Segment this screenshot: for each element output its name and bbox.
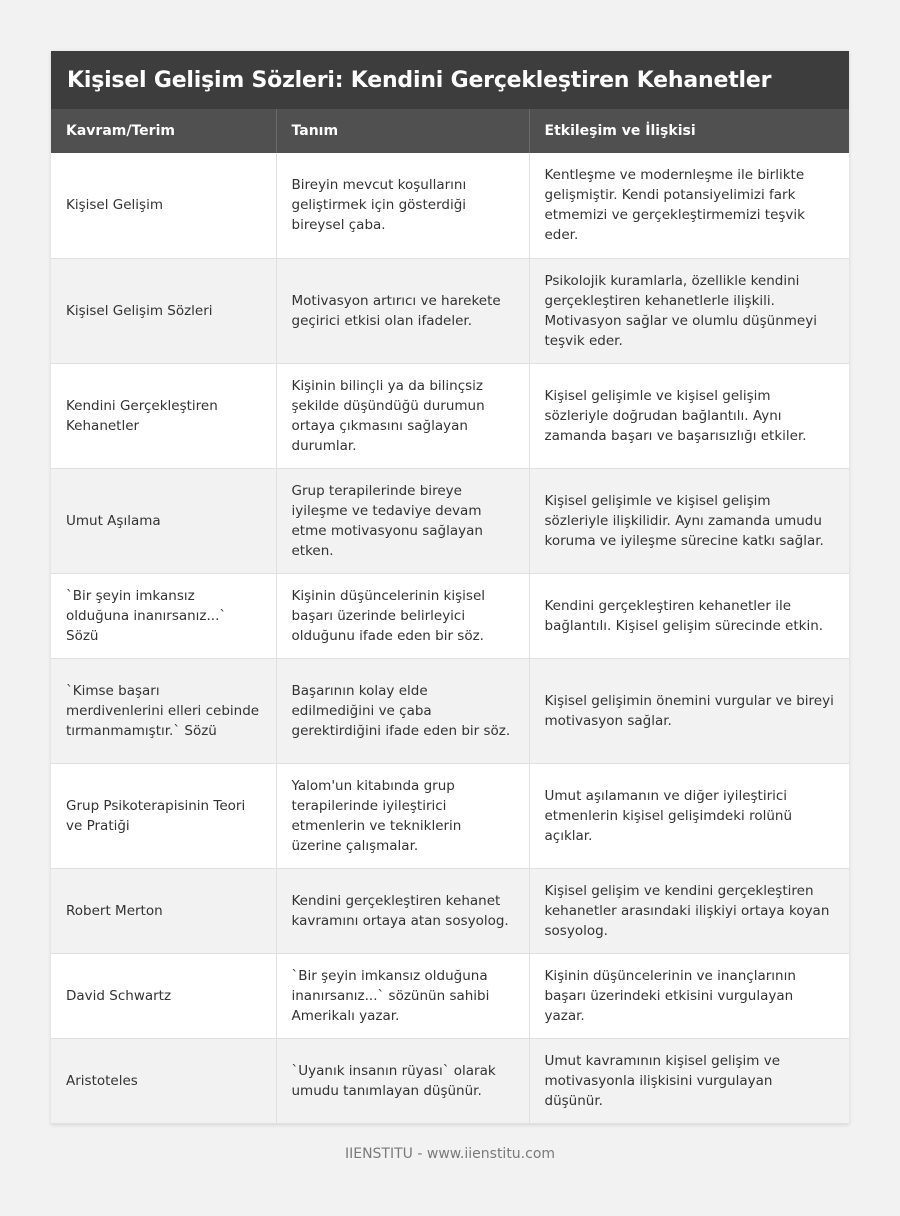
definition-cell: Kişinin düşüncelerinin kişisel başarı üzerinde belirleyici olduğunu ifade eden bir söz. [276, 573, 529, 658]
relation-cell: Kentleşme ve modernleşme ile birlikte gelişmiştir. Kendi potansiyelimizi fark etmemizi ve gerçekleştirmemizi teşvik eder. [529, 153, 849, 258]
relation-cell: Kendini gerçekleştiren kehanetler ile bağlantılı. Kişisel gelişim sürecinde etkin. [529, 573, 849, 658]
page-title: Kişisel Gelişim Sözleri: Kendini Gerçekleştiren Kehanetler [67, 67, 772, 93]
term-cell: Kendini Gerçekleştiren Kehanetler [51, 363, 276, 468]
definition-cell: `Uyanık insanın rüyası` olarak umudu tanımlayan düşünür. [276, 1038, 529, 1123]
table-row [51, 153, 849, 258]
relation-cell: Kişisel gelişimin önemini vurgular ve bireyi motivasyon sağlar. [529, 658, 849, 763]
relation-cell: Kişisel gelişimle ve kişisel gelişim sözleriyle doğrudan bağlantılı. Aynı zamanda başarı ve başarısızlığı etkiler. [529, 363, 849, 468]
table-row [51, 658, 849, 763]
relation-cell: Kişisel gelişimle ve kişisel gelişim sözleriyle ilişkilidir. Aynı zamanda umudu koruma ve iyileşme sürecine katkı sağlar. [529, 468, 849, 573]
footer-credit: IIENSTITU - www.iienstitu.com [344, 1146, 556, 1162]
relation-cell: Umut aşılamanın ve diğer iyileştirici etmenlerin kişisel gelişimdeki rolünü açıklar. [529, 763, 849, 868]
term-cell: Robert Merton [51, 868, 276, 953]
term-cell: Kişisel Gelişim [51, 153, 276, 258]
table-row [51, 258, 849, 363]
table-row [51, 363, 849, 468]
term-cell: `Kimse başarı merdivenlerini elleri cebinde tırmanmamıştır.` Sözü [51, 658, 276, 763]
term-cell: Aristoteles [51, 1038, 276, 1123]
term-cell: `Bir şeyin imkansız olduğuna inanırsanız...` Sözü [51, 573, 276, 658]
table-row [51, 953, 849, 1038]
term-cell: Grup Psikoterapisinin Teori ve Pratiği [51, 763, 276, 868]
relation-cell: Kişinin düşüncelerinin ve inançlarının başarı üzerindeki etkisini vurgulayan yazar. [529, 953, 849, 1038]
table-row [51, 763, 849, 868]
definition-cell: Grup terapilerinde bireye iyileşme ve tedaviye devam etme motivasyonu sağlayan etken. [276, 468, 529, 573]
table-row [51, 573, 849, 658]
column-header-term: Kavram/Terim [51, 109, 276, 153]
relation-cell: Kişisel gelişim ve kendini gerçekleştiren kehanetler arasındaki ilişkiyi ortaya koyan sosyolog. [529, 868, 849, 953]
definition-cell: Yalom'un kitabında grup terapilerinde iyileştirici etmenlerin ve tekniklerin üzerine çalışmalar. [276, 763, 529, 868]
definition-cell: `Bir şeyin imkansız olduğuna inanırsanız...` sözünün sahibi Amerikalı yazar. [276, 953, 529, 1038]
term-cell: David Schwartz [51, 953, 276, 1038]
definition-cell: Bireyin mevcut koşullarını geliştirmek için gösterdiği bireysel çaba. [276, 153, 529, 258]
term-cell: Umut Aşılama [51, 468, 276, 573]
relation-cell: Umut kavramının kişisel gelişim ve motivasyonla ilişkisini vurgulayan düşünür. [529, 1038, 849, 1123]
concept-table [51, 109, 849, 1124]
definition-cell: Kişinin bilinçli ya da bilinçsiz şekilde düşündüğü durumun ortaya çıkmasını sağlayan durumlar. [276, 363, 529, 468]
definition-cell: Kendini gerçekleştiren kehanet kavramını ortaya atan sosyolog. [276, 868, 529, 953]
table-card [51, 51, 849, 1124]
term-cell: Kişisel Gelişim Sözleri [51, 258, 276, 363]
table-row [51, 868, 849, 953]
definition-cell: Motivasyon artırıcı ve harekete geçirici etkisi olan ifadeler. [276, 258, 529, 363]
column-header-relation: Etkileşim ve İlişkisi [529, 109, 849, 153]
table-row [51, 1038, 849, 1123]
column-header-definition: Tanım [276, 109, 529, 153]
definition-cell: Başarının kolay elde edilmediğini ve çaba gerektirdiğini ifade eden bir söz. [276, 658, 529, 763]
title-bar [51, 51, 849, 109]
table-row [51, 468, 849, 573]
header-row [51, 109, 849, 153]
relation-cell: Psikolojik kuramlarla, özellikle kendini gerçekleştiren kehanetlerle ilişkili. Motivasyon sağlar ve olumlu düşünmeyi teşvik eder. [529, 258, 849, 363]
